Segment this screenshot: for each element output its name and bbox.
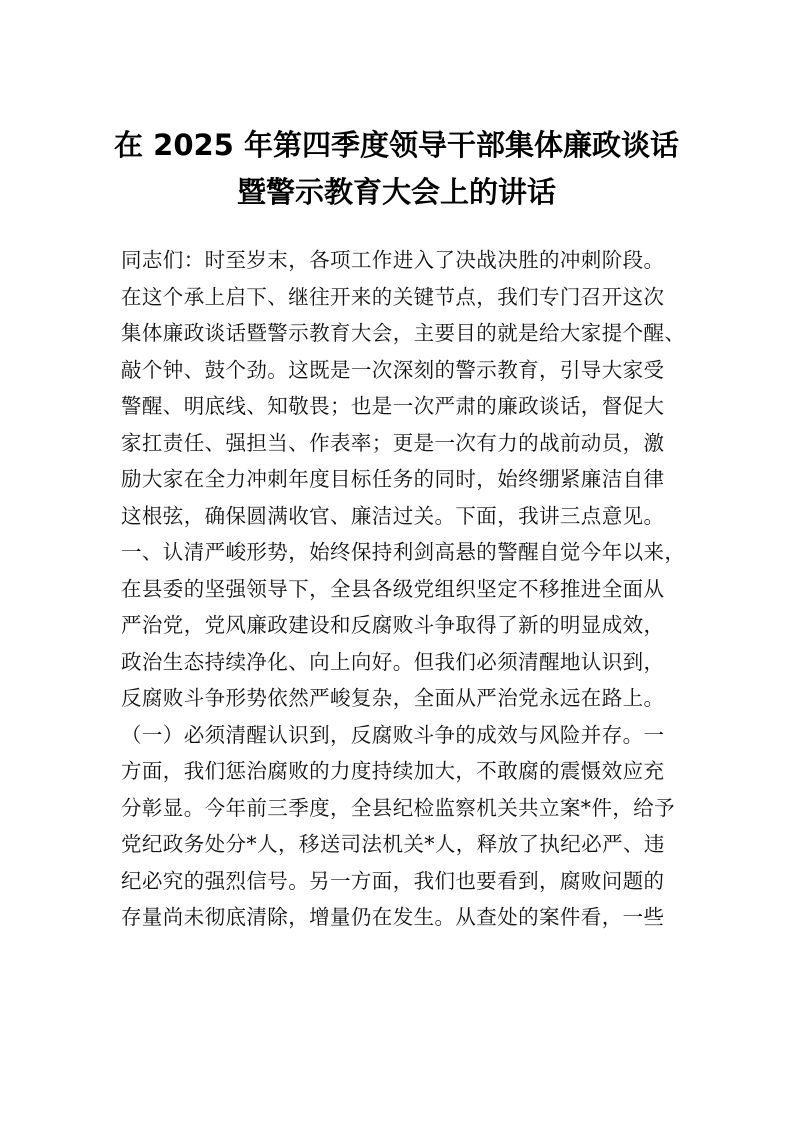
body-line: 敲个钟、鼓个劲。这既是一次深刻的警示教育，引导大家受 — [121, 357, 665, 382]
body-line: 警醒、明底线、知敬畏；也是一次严肃的廉政谈话，督促大 — [121, 394, 665, 418]
body-line: 存量尚未彻底清除，增量仍在发生。从查处的案件看，一些 — [121, 905, 665, 929]
body-line: 反腐败斗争形势依然严峻复杂，全面从严治党永远在路上。 — [121, 686, 665, 710]
section-heading-line: 一、认清严峻形势，始终保持利剑高悬的警醒自觉今年以来， — [121, 540, 686, 564]
body-line: 分彰显。今年前三季度，全县纪检监察机关共立案*件，给予 — [121, 795, 676, 820]
body-line: 同志们：时至岁末，各项工作进入了决战决胜的冲刺阶段。 — [121, 248, 665, 272]
body-line: 在这个承上启下、继往开来的关键节点，我们专门召开这次 — [121, 284, 665, 309]
body-line: 党纪政务处分*人，移送司法机关*人，释放了执纪必严、违 — [121, 832, 665, 856]
document-title-line-1: 在 2025 年第四季度领导干部集体廉政谈话 — [114, 128, 679, 162]
body-line: 在县委的坚强领导下，全县各级党组织坚定不移推进全面从 — [121, 576, 665, 601]
body-line: 严治党，党风廉政建设和反腐败斗争取得了新的明显成效， — [121, 613, 665, 637]
subsection-heading-line: （一）必须清醒认识到，反腐败斗争的成效与风险并存。一 — [121, 722, 665, 747]
body-line: 政治生态持续净化、向上向好。但我们必须清醒地认识到， — [121, 649, 665, 674]
body-line: 家扛责任、强担当、作表率；更是一次有力的战前动员，激 — [121, 430, 665, 455]
body-line: 励大家在全力冲刺年度目标任务的同时，始终绷紧廉洁自律 — [121, 467, 665, 491]
body-line: 集体廉政谈话暨警示教育大会，主要目的就是给大家提个醒、 — [121, 321, 686, 345]
document-body — [121, 242, 686, 936]
body-line: 纪必究的强烈信号。另一方面，我们也要看到，腐败问题的 — [121, 868, 665, 893]
document-title-line-2: 暨警示教育大会上的讲话 — [236, 175, 556, 209]
body-line: 这根弦，确保圆满收官、廉洁过关。下面，我讲三点意见。 — [121, 503, 665, 528]
body-line: 方面，我们惩治腐败的力度持续加大，不敢腐的震慑效应充 — [121, 759, 665, 783]
